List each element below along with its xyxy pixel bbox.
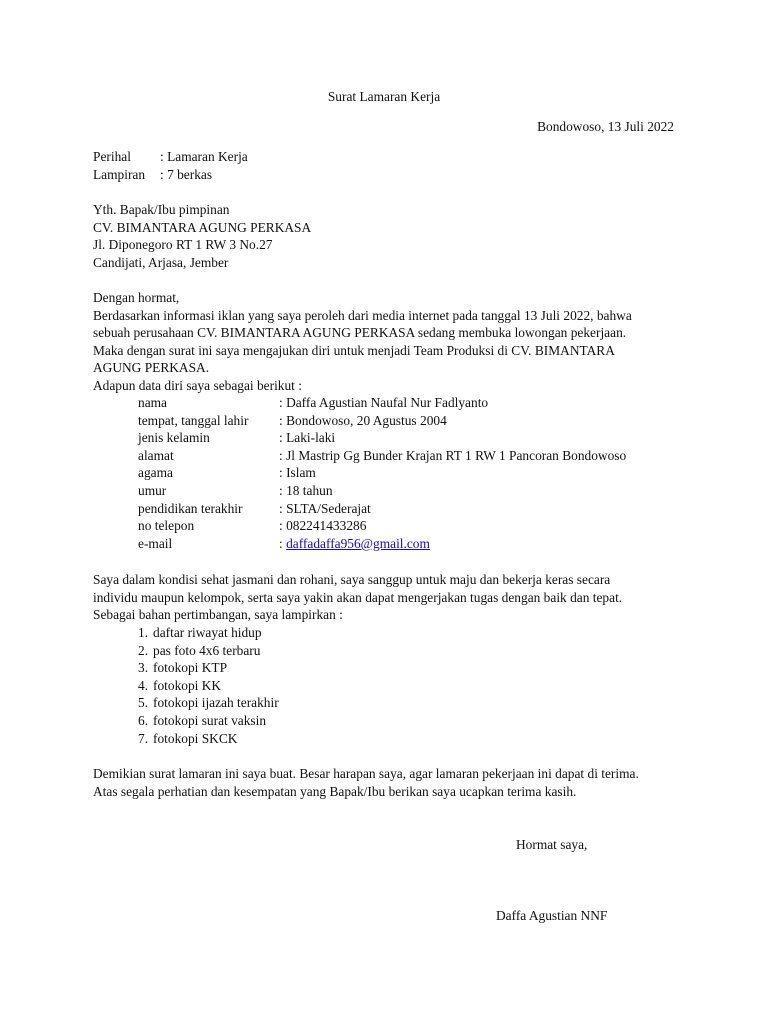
lampiran-value: : 7 berkas xyxy=(160,166,213,182)
list-item xyxy=(138,730,279,748)
data-label: umur xyxy=(138,482,167,498)
data-label: jenis kelamin xyxy=(138,430,210,446)
data-row xyxy=(138,500,626,518)
recipient-line: Jl. Diponegoro RT 1 RW 3 No.27 xyxy=(93,237,273,253)
data-value: : Jl Mastrip Gg Bunder Krajan RT 1 RW 1 Pancoran Bondowoso xyxy=(279,447,627,463)
intro-line: AGUNG PERKASA. xyxy=(93,360,210,376)
signature-name: Daffa Agustian NNF xyxy=(496,908,608,923)
list-item xyxy=(138,624,279,642)
data-row xyxy=(138,447,626,465)
perihal-value: : Lamaran Kerja xyxy=(160,149,248,164)
data-value: : Laki-laki xyxy=(279,430,336,446)
data-value: : Daffa Agustian Naufal Nur Fadlyanto xyxy=(279,395,489,410)
greeting: Dengan hormat, xyxy=(93,290,180,305)
list-number: 2. xyxy=(138,642,149,658)
email-colon: : xyxy=(279,535,287,551)
list-number: 7. xyxy=(138,730,149,746)
data-label: no telepon xyxy=(138,518,195,534)
body-line: Saya dalam kondisi sehat jasmani dan rohani, saya sanggup untuk maju dan bekerja keras secara xyxy=(93,572,611,587)
list-number: 1. xyxy=(138,625,149,640)
list-text: pas foto 4x6 terbaru xyxy=(153,642,261,658)
data-row xyxy=(138,412,626,430)
data-row xyxy=(138,464,626,482)
data-label: pendidikan terakhir xyxy=(138,500,243,516)
data-row xyxy=(138,482,626,500)
intro-line: Berdasarkan informasi iklan yang saya peroleh dari media internet pada tanggal 13 Juli 2022, bahwa xyxy=(93,307,632,323)
data-value: : 082241433286 xyxy=(279,518,367,534)
data-value: : 18 tahun xyxy=(279,482,333,498)
lampiran-row xyxy=(93,166,248,184)
perihal-row xyxy=(93,148,248,166)
list-text: fotokopi SKCK xyxy=(153,730,238,746)
list-text: fotokopi KK xyxy=(153,677,222,693)
data-label: tempat, tanggal lahir xyxy=(138,412,249,428)
intro-line: Adapun data diri saya sebagai berikut : xyxy=(93,377,302,393)
perihal-label: Perihal xyxy=(93,149,131,164)
intro-block xyxy=(93,289,632,395)
email-link[interactable]: daffadaffa956@gmail.com xyxy=(286,535,430,551)
body-line: Sebagai bahan pertimbangan, saya lampirkan : xyxy=(93,607,343,623)
list-text: fotokopi ijazah terakhir xyxy=(153,695,279,711)
data-row xyxy=(138,429,626,447)
personal-data-table xyxy=(138,394,626,552)
list-number: 5. xyxy=(138,695,149,711)
list-item xyxy=(138,712,279,730)
list-item xyxy=(138,642,279,660)
intro-line: Maka dengan surat ini saya mengajukan diri untuk menjadi Team Produksi di CV. BIMANTARA xyxy=(93,342,615,358)
body-line: individu maupun kelompok, serta saya yakin akan dapat mengerjakan tugas dengan baik dan tepat. xyxy=(93,589,623,605)
recipient-line: CV. BIMANTARA AGUNG PERKASA xyxy=(93,219,312,235)
data-value: : Bondowoso, 20 Agustus 2004 xyxy=(279,412,447,428)
list-item xyxy=(138,659,279,677)
email-row xyxy=(138,535,626,553)
letter-date: Bondowoso, 13 Juli 2022 xyxy=(537,119,674,134)
intro-line: sebuah perusahaan CV. BIMANTARA AGUNG PERKASA sedang membuka lowongan pekerjaan. xyxy=(93,325,627,341)
closing-line: Atas segala perhatian dan kesempatan yang Bapak/Ibu berikan saya ucapkan terima kasih. xyxy=(93,783,577,799)
body-block xyxy=(93,571,622,624)
letter-title: Surat Lamaran Kerja xyxy=(327,89,441,104)
attachment-list xyxy=(138,624,279,747)
closing-block xyxy=(93,765,639,800)
list-text: daftar riwayat hidup xyxy=(153,625,262,640)
data-label: alamat xyxy=(138,447,174,463)
list-number: 3. xyxy=(138,660,149,676)
recipient-block xyxy=(93,201,311,271)
regards-text: Hormat saya, xyxy=(516,837,588,852)
list-text: fotokopi KTP xyxy=(153,660,228,676)
closing-line: Demikian surat lamaran ini saya buat. Besar harapan saya, agar lamaran pekerjaan ini dapat di terima. xyxy=(93,766,639,781)
email-label: e-mail xyxy=(138,535,173,551)
list-number: 4. xyxy=(138,677,149,693)
recipient-line: Yth. Bapak/Ibu pimpinan xyxy=(93,202,230,217)
data-label: agama xyxy=(138,465,173,481)
lampiran-label: Lampiran xyxy=(93,166,146,182)
list-item xyxy=(138,694,279,712)
list-item xyxy=(138,677,279,695)
perihal-block xyxy=(93,148,248,183)
data-value: : SLTA/Sederajat xyxy=(279,500,371,516)
list-number: 6. xyxy=(138,712,149,728)
data-label: nama xyxy=(138,395,167,410)
data-row xyxy=(138,517,626,535)
recipient-line: Candijati, Arjasa, Jember xyxy=(93,254,229,270)
data-row xyxy=(138,394,626,412)
list-text: fotokopi surat vaksin xyxy=(153,712,267,728)
data-value: : Islam xyxy=(279,465,316,481)
